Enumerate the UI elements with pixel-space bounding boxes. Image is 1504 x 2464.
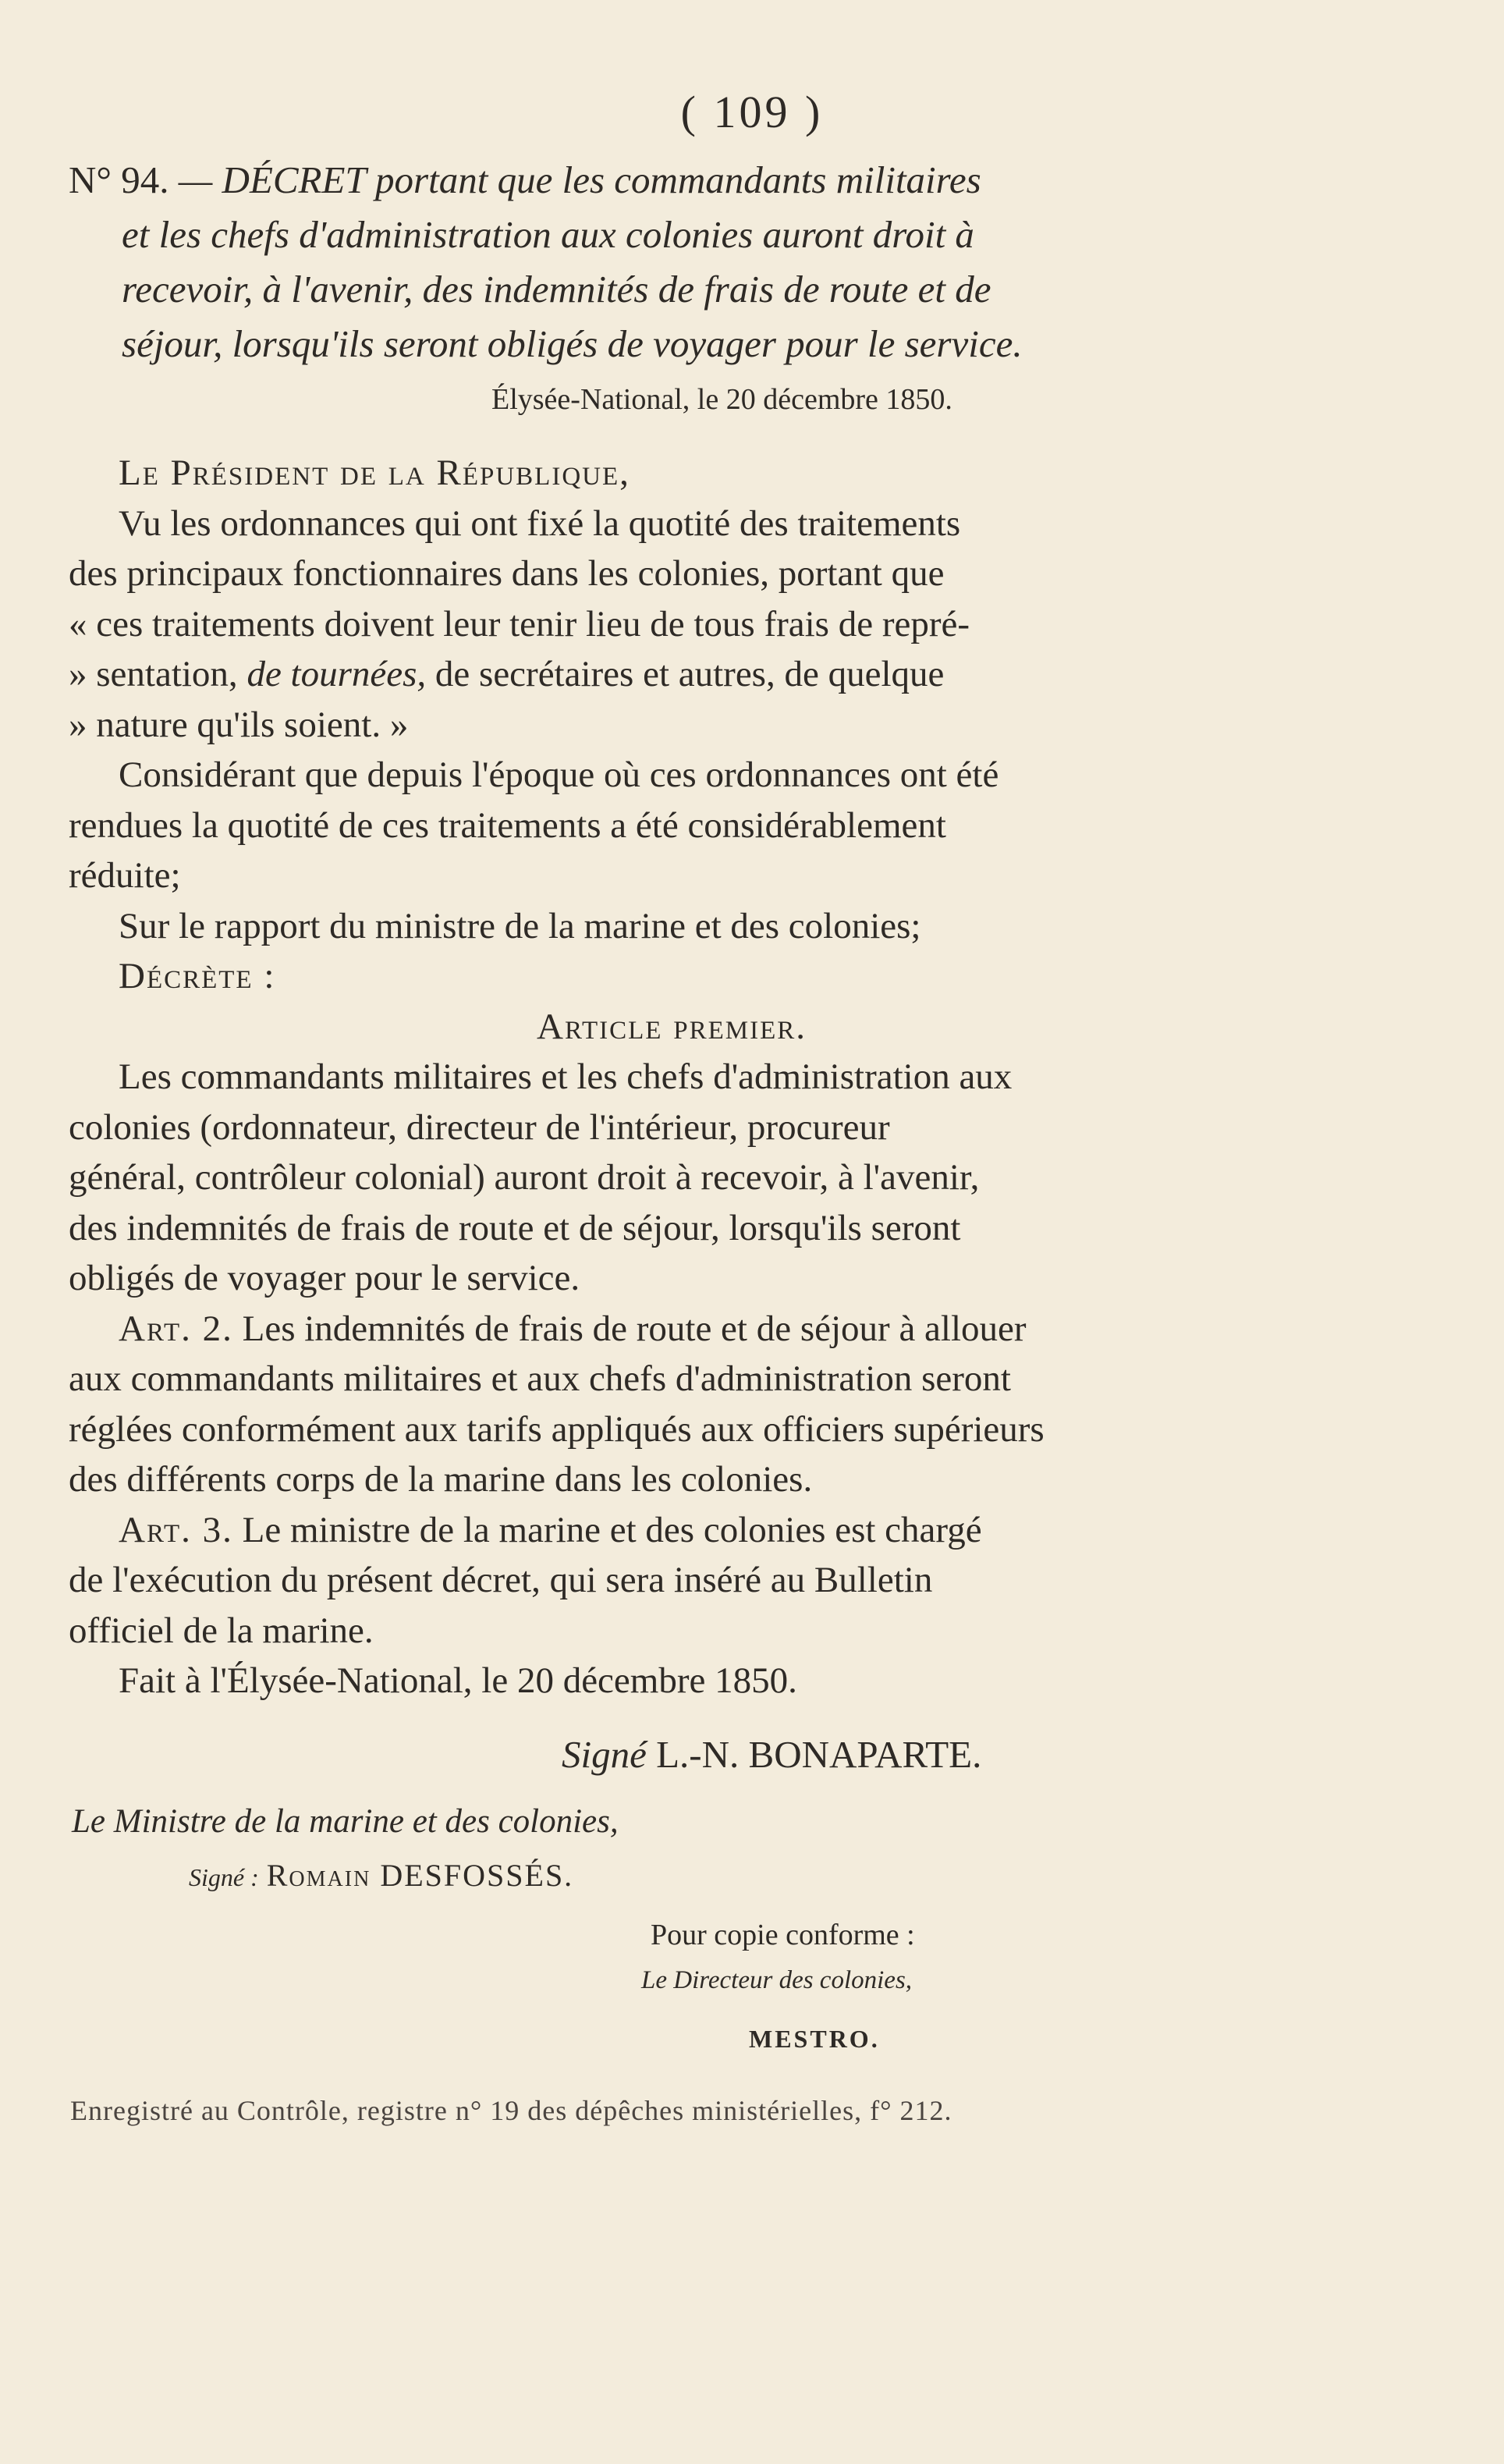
president-line: Le Président de la République, bbox=[119, 453, 630, 493]
article-2-line-2: aux commandants militaires et aux chefs d'administration seront bbox=[69, 1358, 1011, 1399]
heading-line-1: — DÉCRET portant que les commandants militaires bbox=[178, 158, 981, 201]
decree-heading bbox=[69, 153, 1286, 371]
vu-line-2: des principaux fonctionnaires dans les colonies, portant que bbox=[69, 553, 945, 594]
heading-line-2: et les chefs d'administration aux colonies auront droit à bbox=[122, 213, 974, 256]
article-premier-heading: Article premier. bbox=[537, 1006, 807, 1047]
vu-line-4-c: de secrétaires et autres, de quelque bbox=[426, 654, 945, 694]
article-1-line-3: général, contrôleur colonial) auront droit à recevoir, à l'avenir, bbox=[69, 1157, 980, 1198]
article-2-line-1 bbox=[69, 1304, 1275, 1354]
rapport-line: Sur le rapport du ministre de la marine et des colonies; bbox=[119, 905, 921, 946]
vu-line-1: Vu les ordonnances qui ont fixé la quotité des traitements bbox=[119, 502, 961, 544]
article-2-line-1-text: Les indemnités de frais de route et de séjour à allouer bbox=[232, 1308, 1027, 1349]
minister-title: Le Ministre de la marine et des colonies, bbox=[72, 1803, 619, 1840]
article-1-line-1: Les commandants militaires et les chefs d'administration aux bbox=[119, 1056, 1013, 1097]
heading-line-4: séjour, lorsqu'ils seront obligés de voyager pour le service. bbox=[122, 322, 1023, 365]
article-2-line-4: des différents corps de la marine dans les colonies. bbox=[69, 1459, 813, 1500]
considerant-line-3: réduite; bbox=[69, 855, 181, 896]
article-3-label: Art. 3. bbox=[119, 1509, 233, 1550]
copy-conforme: Pour copie conforme : bbox=[651, 1919, 915, 1951]
heading-line-3: recevoir, à l'avenir, des indemnités de frais de route et de bbox=[122, 268, 991, 311]
vu-line-4-a: » sentation, bbox=[69, 654, 247, 694]
director-name: MESTRO. bbox=[749, 2025, 880, 2053]
article-1-line-4: des indemnités de frais de route et de séjour, lorsqu'ils seront bbox=[69, 1207, 961, 1248]
article-3-line-1-text: Le ministre de la marine et des colonies est chargé bbox=[232, 1509, 982, 1550]
minister-signe-label: Signé : bbox=[189, 1863, 259, 1891]
president-name: L.-N. BONAPARTE. bbox=[656, 1733, 982, 1776]
article-1-line-2: colonies (ordonnateur, directeur de l'intérieur, procureur bbox=[69, 1106, 890, 1148]
decree-body bbox=[69, 448, 1275, 1706]
considerant-line-2: rendues la quotité de ces traitements a été considérablement bbox=[69, 804, 946, 846]
considerant-line-1: Considérant que depuis l'époque où ces ordonnances ont été bbox=[119, 754, 999, 795]
article-3-line-1 bbox=[69, 1505, 1275, 1556]
vu-line-5: » nature qu'ils soient. » bbox=[69, 704, 409, 745]
article-2-line-3: réglées conformément aux tarifs appliqués aux officiers supérieurs bbox=[69, 1408, 1045, 1450]
registration-note: Enregistré au Contrôle, registre n° 19 des dépêches ministérielles, f° 212. bbox=[70, 2095, 952, 2126]
decrete-line: Décrète : bbox=[119, 956, 276, 996]
minister-signature bbox=[189, 1857, 573, 1894]
fait-line: Fait à l'Élysée-National, le 20 décembre 1850. bbox=[119, 1660, 797, 1701]
vu-line-4 bbox=[69, 649, 1275, 700]
article-1-line-5: obligés de voyager pour le service. bbox=[69, 1258, 580, 1298]
vu-line-4-italic: de tournées, bbox=[247, 654, 427, 694]
president-signature bbox=[562, 1732, 981, 1777]
article-3-line-2: de l'exécution du présent décret, qui sera inséré au Bulletin bbox=[69, 1560, 933, 1600]
article-2-label: Art. 2. bbox=[119, 1308, 233, 1349]
article-3-line-3: officiel de la marine. bbox=[69, 1610, 374, 1651]
director-title: Le Directeur des colonies, bbox=[641, 1966, 913, 1994]
place-date: Élysée-National, le 20 décembre 1850. bbox=[491, 383, 952, 416]
page-number: ( 109 ) bbox=[680, 87, 824, 137]
minister-name: Romain DESFOSSÉS. bbox=[266, 1858, 574, 1893]
signe-label: Signé bbox=[562, 1733, 647, 1776]
decree-number: N° 94. bbox=[69, 158, 169, 201]
vu-line-3: « ces traitements doivent leur tenir lieu de tous frais de repré- bbox=[69, 603, 970, 644]
